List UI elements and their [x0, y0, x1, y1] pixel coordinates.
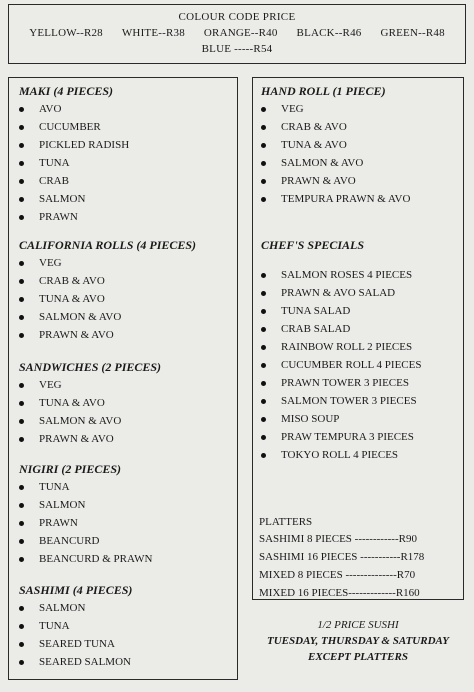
- list-item: SALMON & AVO: [261, 154, 410, 172]
- bullet-icon: [261, 345, 266, 350]
- bullet-icon: [19, 107, 24, 112]
- bullet-icon: [19, 197, 24, 202]
- list-item: CUCUMBER ROLL 4 PIECES: [261, 356, 421, 374]
- bullet-icon: [261, 143, 266, 148]
- bullet-icon: [261, 399, 266, 404]
- list-item: RAINBOW ROLL 2 PIECES: [261, 338, 421, 356]
- list-item: PRAWN & AVO: [261, 172, 410, 190]
- list-item: SALMON TOWER 3 PIECES: [261, 392, 421, 410]
- list-item: CRAB & AVO: [261, 118, 410, 136]
- bullet-icon: [261, 381, 266, 386]
- list-item: SALMON: [19, 190, 129, 208]
- promo-line-3: EXCEPT PLATTERS: [308, 651, 408, 663]
- sandwiches-section: [19, 360, 161, 448]
- list-item: TUNA: [19, 478, 152, 496]
- list-item: CUCUMBER: [19, 118, 129, 136]
- bullet-icon: [19, 179, 24, 184]
- list-item: CRAB: [19, 172, 129, 190]
- maki-heading: MAKI (4 PIECES): [19, 84, 114, 98]
- bullet-icon: [19, 261, 24, 266]
- colour-code-box: [8, 4, 466, 64]
- colour-code-white: WHITE--R38: [121, 27, 185, 39]
- list-item: PRAW TEMPURA 3 PIECES: [261, 428, 421, 446]
- promo-line-2: TUESDAY, THURSDAY & SATURDAY: [267, 635, 449, 647]
- bullet-icon: [19, 333, 24, 338]
- list-item: SALMON: [19, 599, 132, 617]
- sashimi-section: [19, 583, 132, 671]
- bullet-icon: [19, 539, 24, 544]
- half-price-promo: [252, 617, 464, 665]
- hand-roll-heading: HAND ROLL (1 PIECE): [261, 84, 386, 98]
- colour-code-row-1: [9, 27, 465, 39]
- list-item: PRAWN & AVO SALAD: [261, 284, 421, 302]
- list-item: PRAWN: [19, 514, 152, 532]
- bullet-icon: [19, 143, 24, 148]
- list-item: PRAWN & AVO: [19, 430, 161, 448]
- bullet-icon: [261, 273, 266, 278]
- colour-code-blue: BLUE -----R54: [201, 43, 273, 55]
- nigiri-section: [19, 462, 152, 568]
- list-item: CRAB SALAD: [261, 320, 421, 338]
- list-item: TUNA & AVO: [261, 136, 410, 154]
- bullet-icon: [19, 215, 24, 220]
- bullet-icon: [19, 125, 24, 130]
- bullet-icon: [19, 521, 24, 526]
- platter-item: MIXED 8 PIECES --------------R70: [259, 569, 416, 581]
- promo-line-1: 1/2 PRICE SUSHI: [317, 619, 399, 631]
- list-item: BEANCURD & PRAWN: [19, 550, 152, 568]
- colour-code-orange: ORANGE--R40: [203, 27, 278, 39]
- bullet-icon: [19, 660, 24, 665]
- list-item: CRAB & AVO: [19, 272, 196, 290]
- bullet-icon: [19, 624, 24, 629]
- bullet-icon: [19, 279, 24, 284]
- colour-code-green: GREEN--R48: [380, 27, 445, 39]
- list-item: SEARED SALMON: [19, 653, 132, 671]
- list-item: TUNA: [19, 154, 129, 172]
- list-item: TUNA & AVO: [19, 394, 161, 412]
- list-item: SALMON: [19, 496, 152, 514]
- bullet-icon: [261, 327, 266, 332]
- bullet-icon: [261, 309, 266, 314]
- california-rolls-heading: CALIFORNIA ROLLS (4 PIECES): [19, 238, 197, 252]
- list-item: SALMON & AVO: [19, 308, 196, 326]
- list-item: PRAWN & AVO: [19, 326, 196, 344]
- list-item: VEG: [261, 100, 410, 118]
- hand-roll-section: [261, 84, 410, 208]
- california-rolls-section: [19, 238, 196, 344]
- platters-section: [259, 514, 424, 602]
- list-item: VEG: [19, 254, 196, 272]
- bullet-icon: [261, 363, 266, 368]
- bullet-icon: [19, 606, 24, 611]
- bullet-icon: [19, 383, 24, 388]
- sandwiches-heading: SANDWICHES (2 PIECES): [19, 360, 162, 374]
- list-item: TUNA & AVO: [19, 290, 196, 308]
- bullet-icon: [19, 315, 24, 320]
- list-item: AVO: [19, 100, 129, 118]
- list-item: TOKYO ROLL 4 PIECES: [261, 446, 421, 464]
- bullet-icon: [261, 125, 266, 130]
- bullet-icon: [19, 161, 24, 166]
- platter-item: MIXED 16 PIECES-------------R160: [259, 587, 420, 599]
- colour-code-title: COLOUR CODE PRICE: [178, 11, 296, 23]
- left-menu-column: [8, 77, 238, 680]
- list-item: MISO SOUP: [261, 410, 421, 428]
- list-item: SEARED TUNA: [19, 635, 132, 653]
- list-item: PICKLED RADISH: [19, 136, 129, 154]
- list-item: PRAWN TOWER 3 PIECES: [261, 374, 421, 392]
- right-menu-column: [252, 77, 464, 600]
- list-item: VEG: [19, 376, 161, 394]
- colour-code-black: BLACK--R46: [296, 27, 362, 39]
- bullet-icon: [261, 197, 266, 202]
- list-item: TUNA: [19, 617, 132, 635]
- bullet-icon: [19, 503, 24, 508]
- bullet-icon: [261, 435, 266, 440]
- platter-item: SASHIMI 8 PIECES ------------R90: [259, 533, 417, 545]
- platters-title: PLATTERS: [259, 516, 313, 528]
- bullet-icon: [19, 419, 24, 424]
- bullet-icon: [19, 557, 24, 562]
- list-item: SALMON & AVO: [19, 412, 161, 430]
- list-item: BEANCURD: [19, 532, 152, 550]
- bullet-icon: [261, 107, 266, 112]
- list-item: TEMPURA PRAWN & AVO: [261, 190, 410, 208]
- sashimi-heading: SASHIMI (4 PIECES): [19, 583, 133, 597]
- bullet-icon: [261, 417, 266, 422]
- list-item: SALMON ROSES 4 PIECES: [261, 266, 421, 284]
- bullet-icon: [261, 453, 266, 458]
- bullet-icon: [261, 291, 266, 296]
- bullet-icon: [19, 437, 24, 442]
- bullet-icon: [19, 642, 24, 647]
- bullet-icon: [261, 179, 266, 184]
- colour-code-yellow: YELLOW--R28: [29, 27, 103, 39]
- list-item: PRAWN: [19, 208, 129, 226]
- maki-section: [19, 84, 129, 226]
- bullet-icon: [261, 161, 266, 166]
- bullet-icon: [19, 485, 24, 490]
- bullet-icon: [19, 297, 24, 302]
- bullet-icon: [19, 401, 24, 406]
- platter-item: SASHIMI 16 PIECES -----------R178: [259, 551, 425, 563]
- chefs-specials-heading: CHEF'S SPECIALS: [261, 238, 365, 252]
- colour-code-row-2: [9, 43, 465, 55]
- chefs-specials-section: [261, 238, 421, 464]
- list-item: TUNA SALAD: [261, 302, 421, 320]
- nigiri-heading: NIGIRI (2 PIECES): [19, 462, 122, 476]
